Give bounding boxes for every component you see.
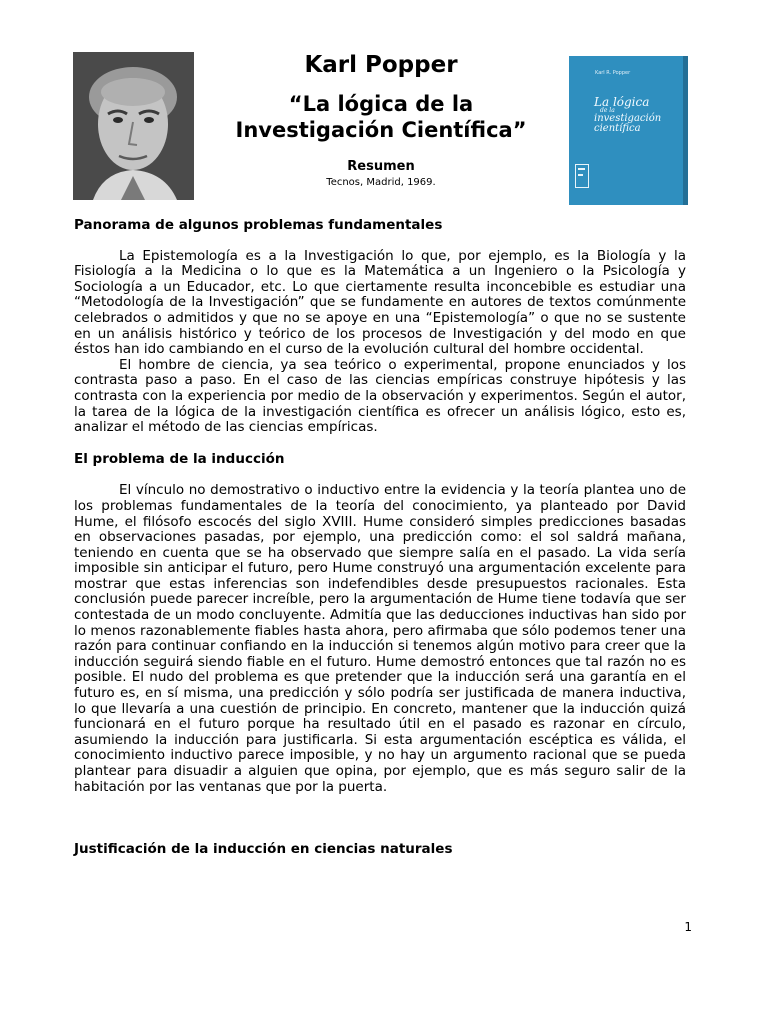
title-line-1: “La lógica de la [288, 92, 474, 116]
document-subtitle: Resumen [347, 159, 415, 174]
document-title [200, 91, 562, 143]
title-line-2: Investigación Científica” [235, 118, 527, 142]
publisher-logo-icon [575, 164, 589, 188]
cover-title-line-2: de la [600, 107, 615, 114]
section-heading-panorama: Panorama de algunos problemas fundamentales [74, 217, 443, 233]
cover-title-line-3: investigación [594, 113, 662, 124]
publisher-info: Tecnos, Madrid, 1969. [326, 177, 436, 188]
cover-title-line-4: científica [594, 123, 641, 134]
section-heading-justificacion: Justificación de la inducción en ciencias naturales [74, 841, 453, 858]
portrait-illustration [73, 52, 194, 200]
document-body [74, 218, 686, 858]
cover-title-line-1: La lógica [594, 95, 650, 109]
paragraph-hombre-de-ciencia: El hombre de ciencia, ya sea teórico o experimental, propone enunciados y los contrasta paso a paso. En el caso de las ciencias empíricas construye hipótesis y las contrasta con la experiencia por medio de la observación y experimentos. Según el autor, la tarea de la lógica de la investigación científica es ofrecer un análisis lógico, esto es, analizar el método de las ciencias empíricas. [74, 356, 686, 436]
document-author: Karl Popper [304, 52, 458, 78]
section-heading-induccion: El problema de la inducción [74, 450, 285, 467]
author-portrait-photo [73, 52, 194, 200]
cover-author: Karl R. Popper [595, 70, 631, 76]
page-number: 1 [684, 920, 692, 934]
paragraph-epistemologia: La Epistemología es a la Investigación lo que, por ejemplo, es la Biología y la Fisiología a la Medicina o lo que es la Matemática a un Ingeniero o la Psicología y Sociología a un Educador, etc. Lo que ciertamente resulta inconcebible es estudiar una “Metodología de la Investigación” que se fundamente en autores de textos comúnmente celebrados o admitidos y que no se apoye en una “Epistemología” o que no se sustente en un análisis histórico y teórico de los procesos de Investigación y del modo en que éstos han ido cambiando en el curso de la evolución cultural del hombre occidental. [74, 247, 686, 358]
paragraph-vinculo-inductivo: El vínculo no demostrativo o inductivo entre la evidencia y la teoría plantea uno de los problemas fundamentales de la teoría del conocimiento, ya planteado por David Hume, el filósofo escocés del siglo XVIII. Hume consideró simples predicciones basadas en observaciones pasadas, por ejemplo, una predicción como: el sol saldrá mañana, teniendo en cuenta que se ha observado que siempre salía en el pasado. La vida sería imposible sin anticipar el futuro, pero Hume construyó una argumentación excelente para mostrar que estas inferencias son indefendibles desde presupuestos racionales. Esta conclusión puede parecer increíble, pero la argumentación de Hume tiene todavía que ser contestada de un modo concluyente. Admitía que las deducciones inductivas han sido por lo menos razonablemente fiables hasta ahora, pero afirmaba que sólo podemos tener una razón para continuar confiando en la inducción si tenemos algún motivo para creer que la inducción seguirá siendo fiable en el futuro. Hume demostró entonces que tal razón no es posible. El nudo del problema es que pretender que la inducción será una garantía en el futuro es, en sí misma, una predicción y sólo podría ser justificada de manera inductiva, lo que llevaría a una cuestión de principio. En concreto, mantener que la inducción quizá funcionará en el futuro porque ha resultado útil en el pasado es razonar en círculo, asumiendo la inducción para justificarla. Si esta argumentación escéptica es válida, el conocimiento inductivo parece imposible, y no hay un argumento racional que se pueda plantear para disuadir a alguien que opina, por ejemplo, que es más seguro salir de la habitación por las ventanas que por la puerta. [74, 482, 686, 795]
book-cover-image [569, 56, 688, 205]
cover-title [594, 96, 684, 134]
